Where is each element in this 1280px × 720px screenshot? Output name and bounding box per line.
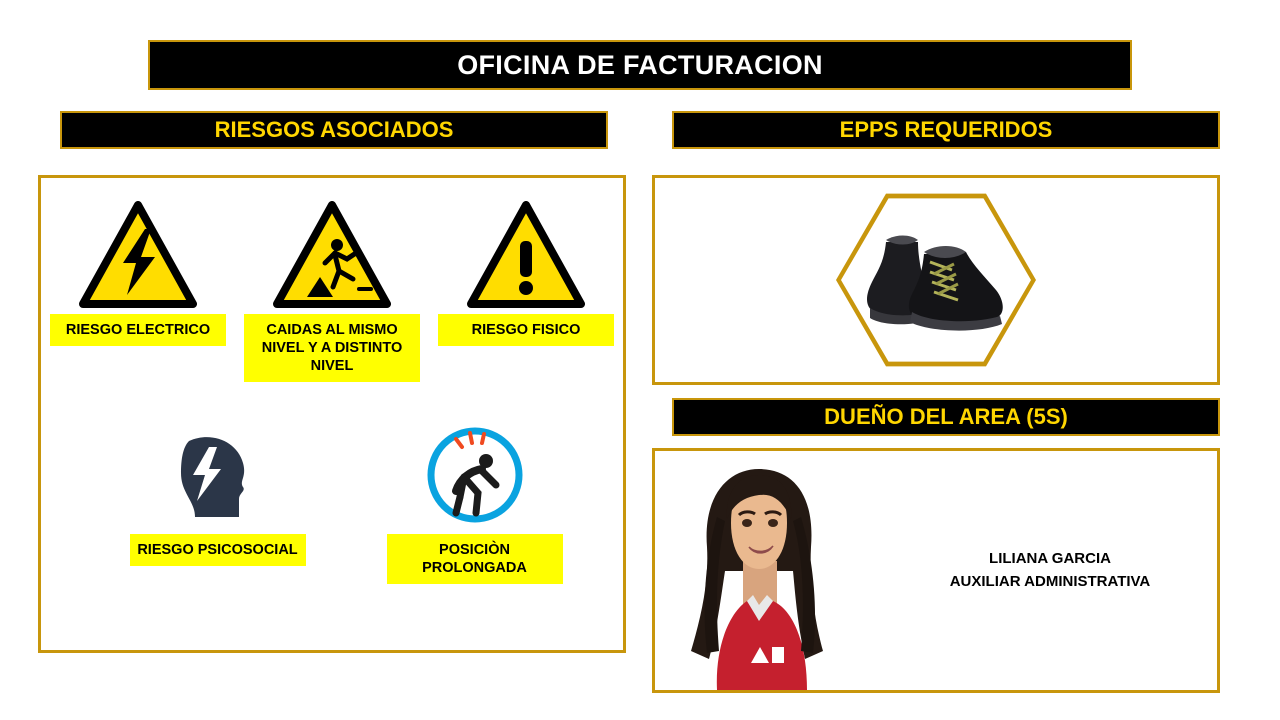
risk-label: RIESGO ELECTRICO [50,314,226,346]
owner-details [885,451,1215,690]
risk-label: POSICIÒN PROLONGADA [387,534,563,584]
epps-panel [652,175,1220,385]
risk-item-caidas [235,196,429,382]
risk-item-electrico [41,196,235,382]
back-pain-posture-icon [416,416,534,534]
epps-section-title-label: EPPS REQUERIDOS [839,117,1053,142]
page-title-label: OFICINA DE FACTURACION [457,49,823,80]
risks-row-bottom [41,416,623,584]
risks-row-spacer-right [603,416,623,584]
epps-item-safety-boot [836,190,1036,370]
risk-label: RIESGO PSICOSOCIAL [130,534,306,566]
risks-section-title [60,111,608,149]
epps-section-title [672,111,1220,149]
avatar [655,451,863,690]
risk-label: RIESGO FISICO [438,314,614,346]
risk-label: CAIDAS AL MISMO NIVEL Y A DISTINTO NIVEL [244,314,420,382]
risks-row-top [41,196,623,382]
owner-role: AUXILIAR ADMINISTRATIVA [949,572,1151,590]
owner-section-title-label: DUEÑO DEL AREA (5S) [824,404,1068,429]
risk-item-posicion [346,416,603,584]
risks-panel [38,175,626,653]
risk-item-fisico [429,196,623,382]
risk-item-psicosocial [89,416,346,584]
risks-section-title-label: RIESGOS ASOCIADOS [214,117,454,142]
page-title [148,40,1132,90]
head-lightning-icon [159,416,277,534]
exclamation-hazard-triangle-icon [467,196,585,314]
owner-panel [652,448,1220,693]
risks-row-spacer-left [41,416,89,584]
slip-fall-hazard-triangle-icon [273,196,391,314]
owner-section-title [672,398,1220,436]
owner-name: LILIANA GARCIA [989,550,1111,567]
safety-boot-icon [850,224,1022,336]
electrical-hazard-triangle-icon [79,196,197,314]
